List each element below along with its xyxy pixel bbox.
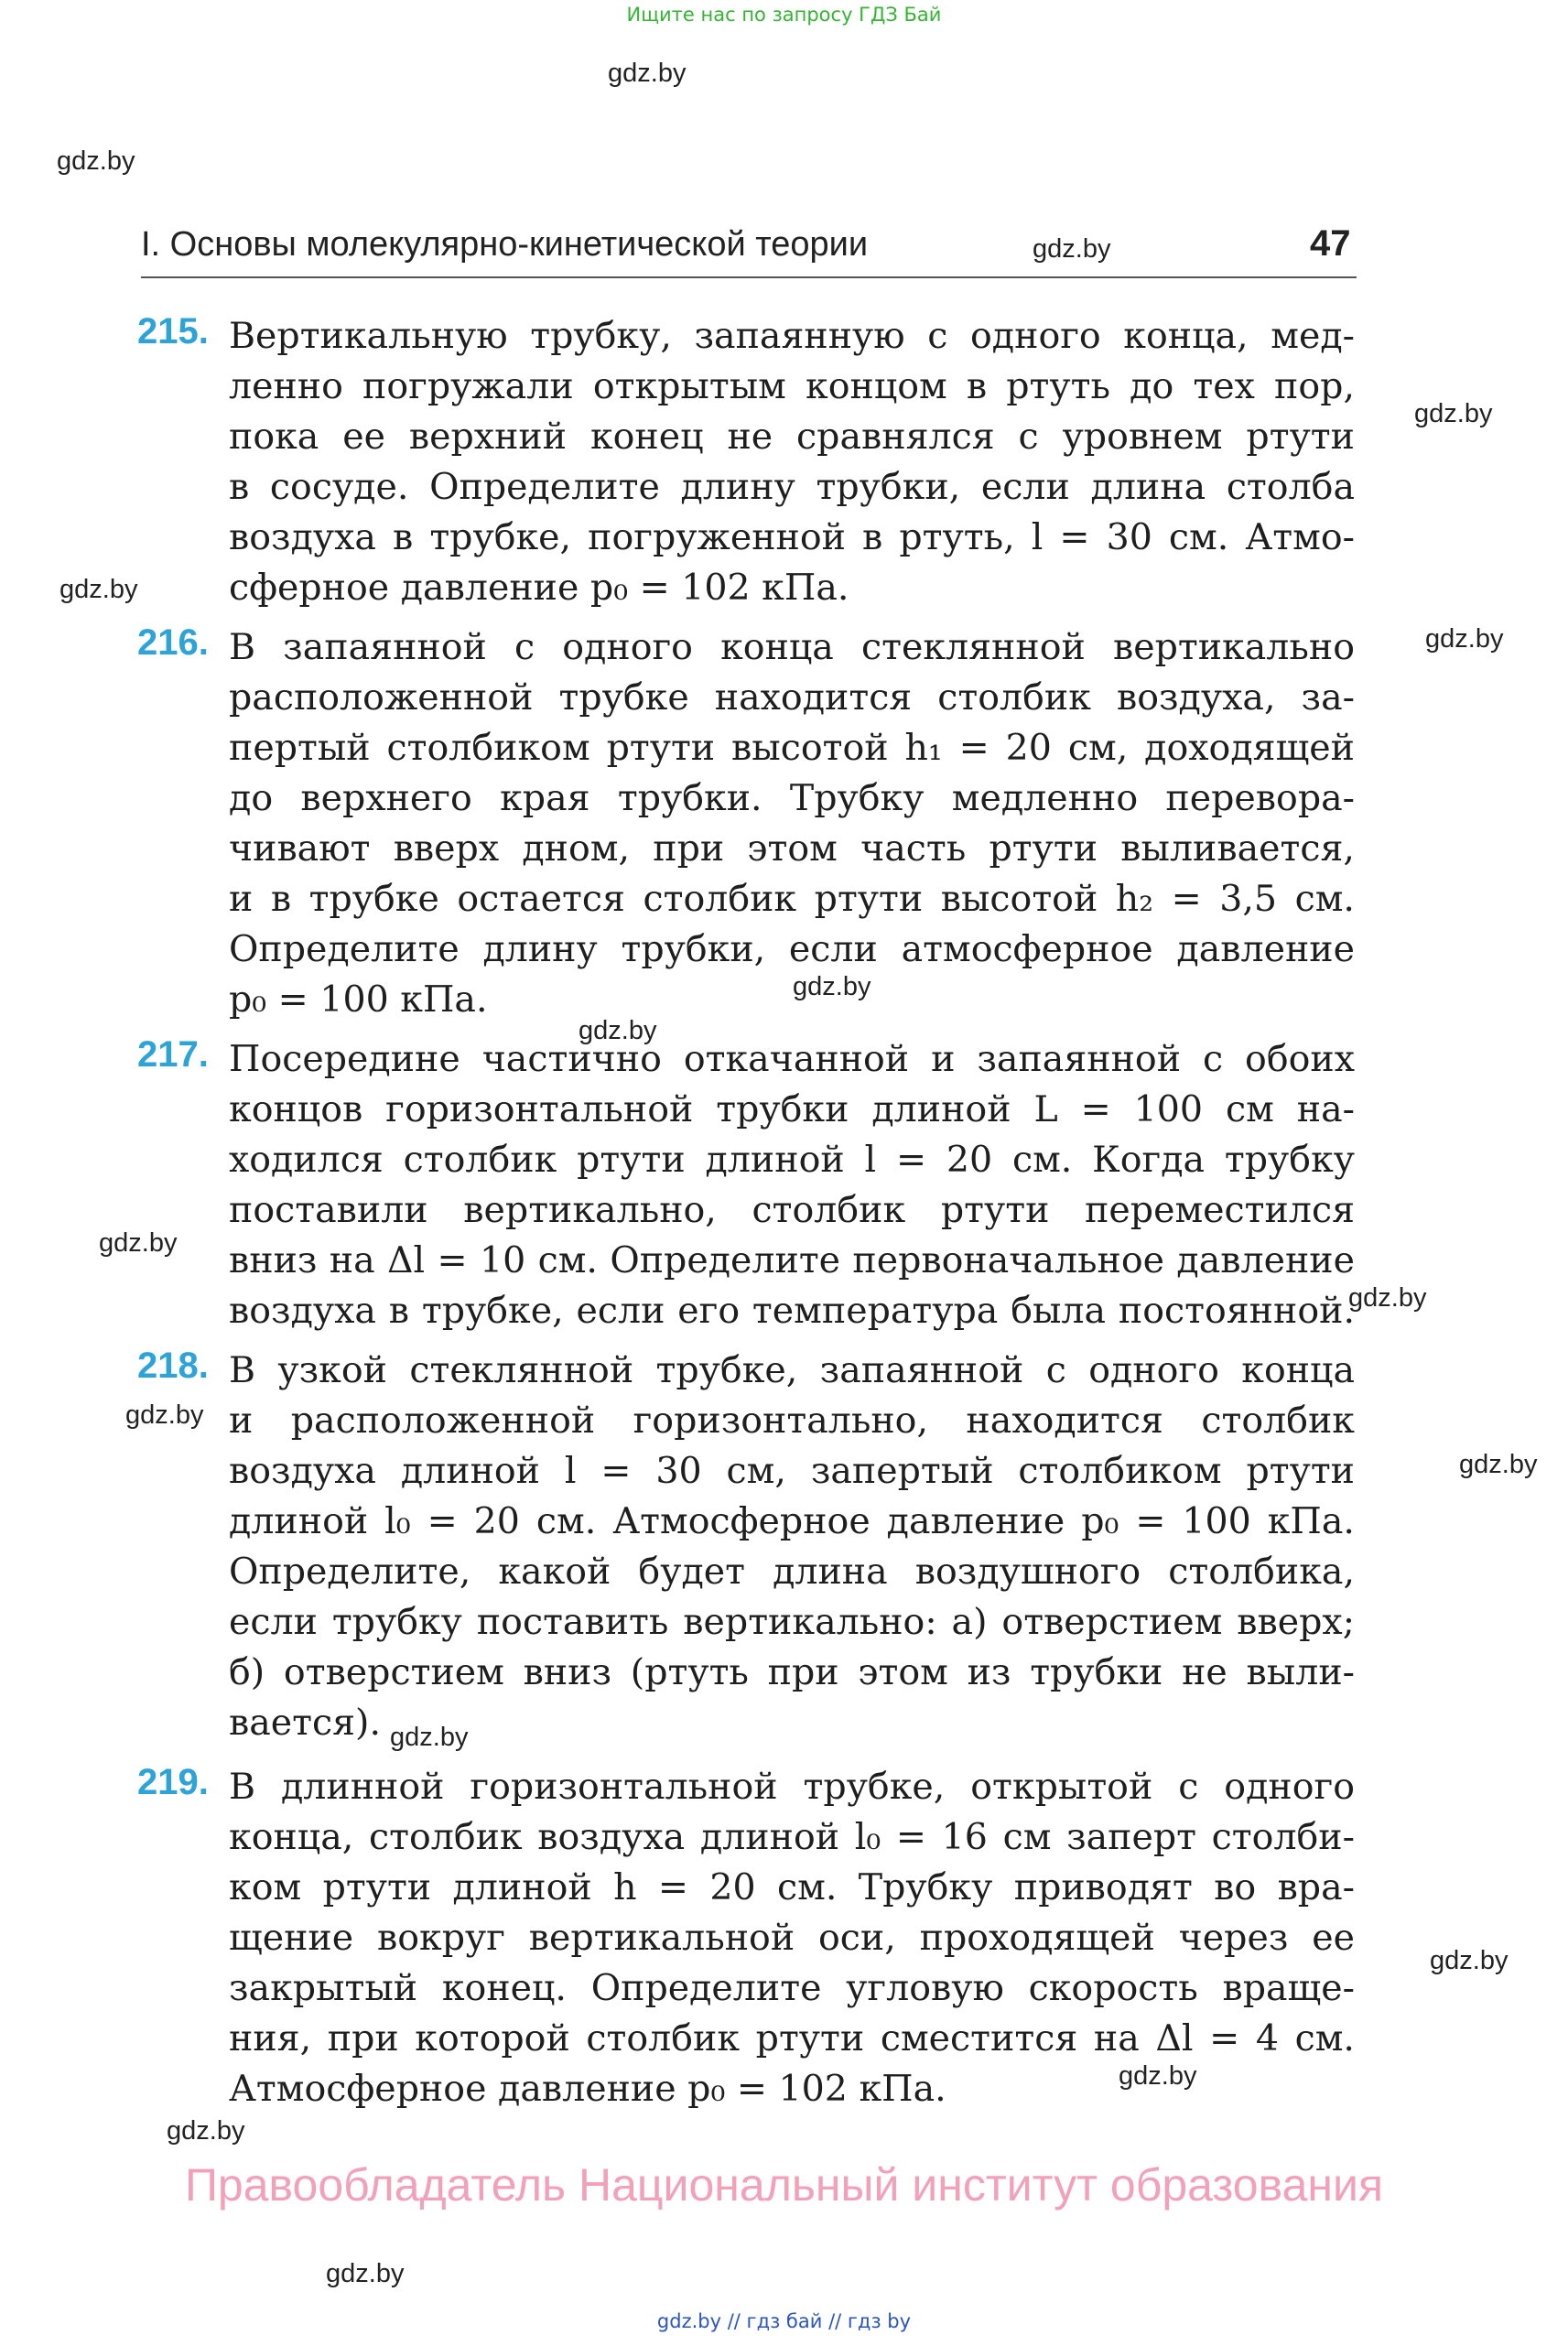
watermark: gdz.by: [57, 146, 135, 176]
problem-text-line: длиной l₀ = 20 см. Атмосферное давление p₀ = 100 кПа.: [229, 1500, 1355, 1542]
top-banner: Ищите нас по запросу ГДЗ Бай: [626, 4, 942, 26]
watermark: gdz.by: [125, 1400, 204, 1430]
problem-text-line: пока ее верхний конец не сравнялся с уровнем ртути: [229, 416, 1355, 458]
watermark: gdz.by: [99, 1228, 178, 1258]
problem-text-line: воздуха длиной l = 30 см, запертый столбиком ртути: [229, 1450, 1355, 1492]
problem-text-line: Определите, какой будет длина воздушного столбика,: [229, 1551, 1355, 1593]
problem-text-line: Определите длину трубки, если атмосферное давление: [229, 928, 1355, 970]
watermark: gdz.by: [167, 2116, 245, 2146]
watermark: gdz.by: [1414, 399, 1493, 428]
watermark: gdz.by: [793, 972, 871, 1001]
problem-text-line: концов горизонтальной трубки длиной L = 100 см на-: [229, 1088, 1355, 1130]
watermark: gdz.by: [1459, 1450, 1538, 1479]
problem-text-line: p₀ = 100 кПа.: [229, 978, 488, 1021]
problem-text-line: В узкой стеклянной трубке, запаянной с одного конца: [229, 1349, 1355, 1391]
watermark: gdz.by: [1119, 2061, 1197, 2091]
copyright-notice: Правообладатель Национальный институт образования: [184, 2159, 1384, 2211]
watermark: gdz.by: [59, 575, 138, 604]
problem-text-line: Вертикальную трубку, запаянную с одного конца, мед-: [229, 315, 1355, 357]
watermark: gdz.by: [326, 2259, 405, 2288]
problem-text-line: Атмосферное давление p₀ = 102 кПа.: [229, 2068, 946, 2110]
footer-links[interactable]: gdz.by // гдз бай // гдз by: [656, 2310, 912, 2332]
page-number: 47: [1310, 223, 1351, 264]
problem-text-line: конца, столбик воздуха длиной l₀ = 16 см заперт столби-: [229, 1816, 1355, 1858]
problem-number: 216.: [137, 622, 209, 663]
problem-number: 217.: [137, 1034, 209, 1075]
problem-text-line: б) отверстием вниз (ртуть при этом из трубки не выли-: [229, 1651, 1355, 1693]
problem-text-line: Посередине частично откачанной и запаянной с обоих: [229, 1038, 1355, 1080]
problem-number: 215.: [137, 311, 209, 351]
problem-text-line: чивают вверх дном, при этом часть ртути выливается,: [229, 827, 1355, 870]
watermark: gdz.by: [1348, 1283, 1427, 1313]
problem-text-line: воздуха в трубке, погруженной в ртуть, l = 30 см. Атмо-: [229, 516, 1355, 558]
problem-text-line: сферное давление p₀ = 102 кПа.: [229, 567, 849, 609]
problem-text-line: В запаянной с одного конца стеклянной вертикально: [229, 626, 1355, 668]
watermark: gdz.by: [608, 59, 687, 88]
problem-text-line: ния, при которой столбик ртути сместится на Δl = 4 см.: [229, 2017, 1355, 2060]
watermark: gdz.by: [1430, 1946, 1509, 1975]
problem-text-line: пертый столбиком ртути высотой h₁ = 20 см, доходящей: [229, 727, 1355, 769]
problem-text-line: ленно погружали открытым концом в ртуть до тех пор,: [229, 365, 1355, 407]
problem-text-line: если трубку поставить вертикально: а) отверстием вверх;: [229, 1601, 1355, 1643]
problem-text-line: поставили вертикально, столбик ртути переместился: [229, 1189, 1355, 1231]
problem-text-line: вается).: [229, 1702, 382, 1744]
header-divider: [141, 276, 1357, 278]
watermark: gdz.by: [390, 1723, 469, 1752]
problem-text-line: В длинной горизонтальной трубке, открытой с одного: [229, 1766, 1355, 1808]
problem-text-line: в сосуде. Определите длину трубки, если длина столба: [229, 466, 1355, 508]
problem-text-line: и расположенной горизонтально, находится столбик: [229, 1400, 1355, 1442]
problem-text-line: до верхнего края трубки. Трубку медленно перевора-: [229, 777, 1355, 819]
watermark: gdz.by: [579, 1016, 657, 1045]
problem-text-line: вниз на Δl = 10 см. Определите первоначальное давление: [229, 1239, 1355, 1281]
page-header-title: I. Основы молекулярно-кинетической теории: [141, 225, 869, 264]
watermark: gdz.by: [1425, 624, 1504, 654]
problem-text-line: расположенной трубке находится столбик воздуха, за-: [229, 676, 1355, 719]
problem-text-line: закрытый конец. Определите угловую скорость враще-: [229, 1967, 1355, 2009]
problem-text-line: ходился столбик ртути длиной l = 20 см. Когда трубку: [229, 1139, 1355, 1181]
problem-text-line: воздуха в трубке, если его температура была постоянной.: [229, 1290, 1355, 1332]
problem-number: 218.: [137, 1346, 209, 1386]
problem-text-line: щение вокруг вертикальной оси, проходящей через ее: [229, 1917, 1355, 1959]
problem-text-line: ком ртути длиной h = 20 см. Трубку приводят во вра-: [229, 1866, 1355, 1908]
watermark: gdz.by: [1033, 234, 1111, 264]
problem-number: 219.: [137, 1762, 209, 1802]
problem-text-line: и в трубке остается столбик ртути высотой h₂ = 3,5 см.: [229, 878, 1355, 920]
